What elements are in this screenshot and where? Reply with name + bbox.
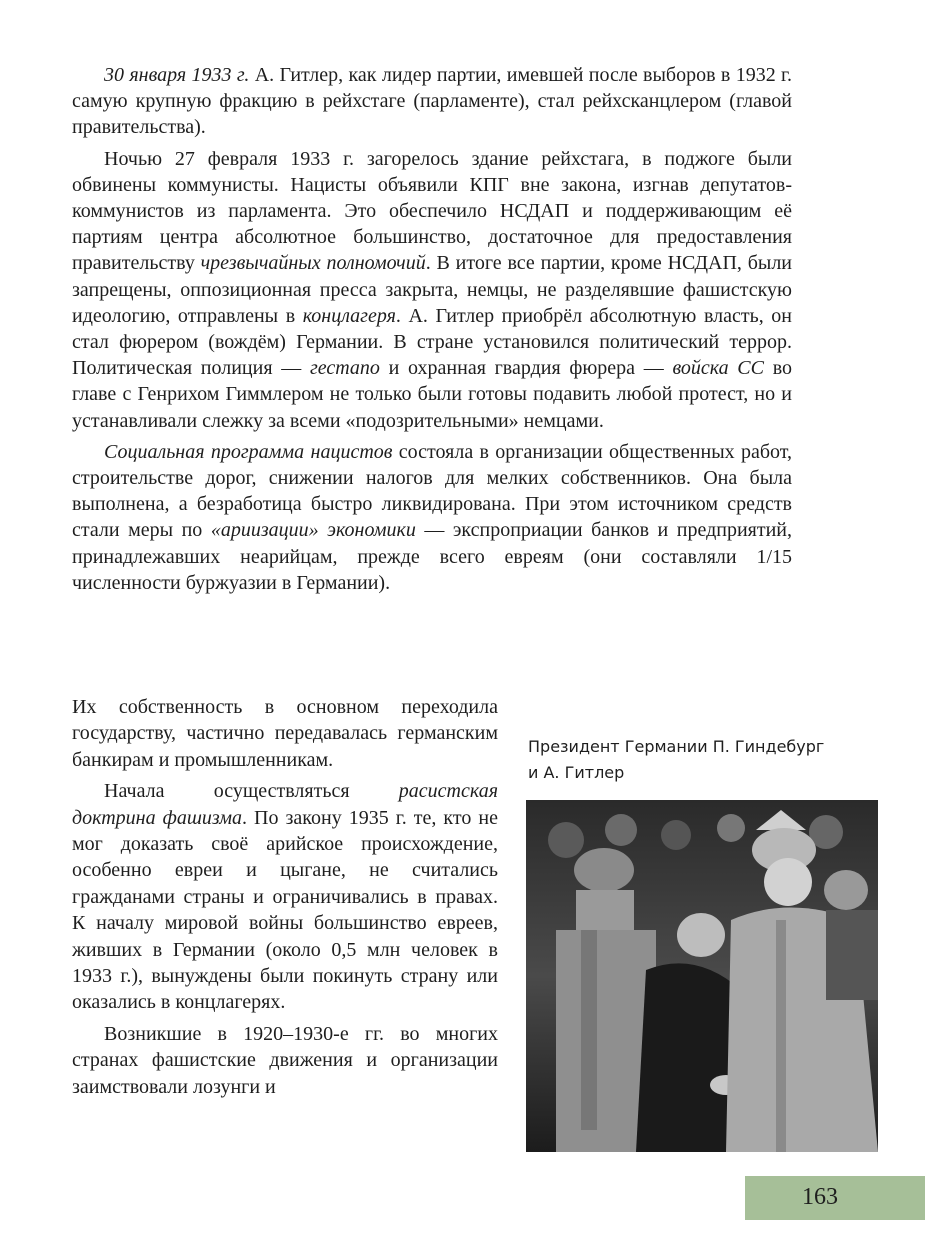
text-run: . По закону 1935 г. те, кто не мог доказать своё арийское происхождение, особенно евреи и цыгане, не считались гражданами страны и ограничивались в правах. К началу мировой войны большинство евреев, живших в Германии (около 0,5 млн человек в 1933 г.), вынуждены были покинуть страну или оказались в концлагерях. — [72, 806, 498, 1014]
emphasized-term: концлагеря — [302, 304, 396, 327]
text-run: . А. Гитлер приобрёл абсолютную власть, он стал фюрером (вождём) Германии. В стране установился политический террор. Политическая полиция — — [72, 304, 792, 380]
page-number-tab — [745, 1176, 925, 1220]
emphasized-term: войска СС — [672, 357, 764, 380]
text-run: Возникшие в 1920–1930-е гг. во многих странах фашистские движения и организации заимствовали лозунги и — [72, 1022, 498, 1098]
emphasized-term: 30 января 1933 г. — [104, 64, 250, 86]
paragraph — [72, 778, 498, 1016]
emphasized-term: чрезвычайных полномочий — [200, 252, 426, 275]
text-run: во главе с Генрихом Гиммлером не только были готовы подавить любой протест, но и устанавливали слежку за всеми «подозрительными» немцами. — [72, 357, 793, 432]
emphasized-term: расистская доктрина фашизма — [72, 780, 498, 829]
figure-caption-line-2: и А. Гитлер — [528, 763, 625, 782]
paragraph — [72, 62, 792, 141]
text-run: А. Гитлер, как лидер партии, имевшей после выборов в 1932 г. самую крупную фракцию в рейхстаге (парламенте), стал рейхсканцлером (главой правительства). — [72, 64, 792, 139]
figure-caption-line-1: Президент Германии П. Гиндебург — [528, 737, 825, 756]
emphasized-term: гестапо — [309, 357, 380, 380]
paragraph — [72, 146, 792, 434]
text-run: . В итоге все партии, кроме НСДАП, были запрещены, оппозиционная пресса закрыта, немцы, не разделявшие фашистскую идеологию, отправлены в — [72, 252, 792, 327]
page-number: 163 — [802, 1184, 838, 1210]
text-run: — экспроприации банков и предприятий, принадлежавших неарийцам, прежде всего евреям (они составляли 1/15 численности буржуазии в Германии). — [72, 519, 793, 594]
text-run: состояла в организации общественных работ, строительстве дорог, снижении налогов для мелких собственников. Она была выполнена, а безработица быстро ликвидирована. При этом источником средств стали меры по — [72, 440, 792, 542]
text-run: Их собственность в основном переходила государству, частично передавалась германским банкирам и промышленникам. — [72, 696, 498, 771]
main-text-column — [72, 62, 792, 601]
photo-illustration — [526, 800, 878, 1152]
text-run: Начала осуществляться — [104, 780, 399, 803]
paragraph — [72, 1021, 498, 1100]
paragraph — [72, 439, 792, 596]
text-run: и охранная гвардия фюрера — — [379, 357, 673, 380]
historical-photo — [526, 800, 878, 1152]
text-run: Ночью 27 февраля 1933 г. загорелось здание рейхстага, в поджоге были обвинены коммунисты. Нацисты объявили КПГ вне закона, изгнав депутатов-коммунистов из парламента. Это обеспечило НСДАП и поддерживающим её партиям центра абсолютное большинство, достаточное для предоставления правительству — [72, 147, 792, 275]
figure-caption — [528, 734, 888, 786]
narrow-text-column — [72, 694, 498, 1105]
emphasized-term: «ариизации» экономики — [210, 519, 416, 542]
paragraph — [72, 694, 498, 773]
emphasized-term: Социальная программа нацистов — [104, 440, 393, 463]
